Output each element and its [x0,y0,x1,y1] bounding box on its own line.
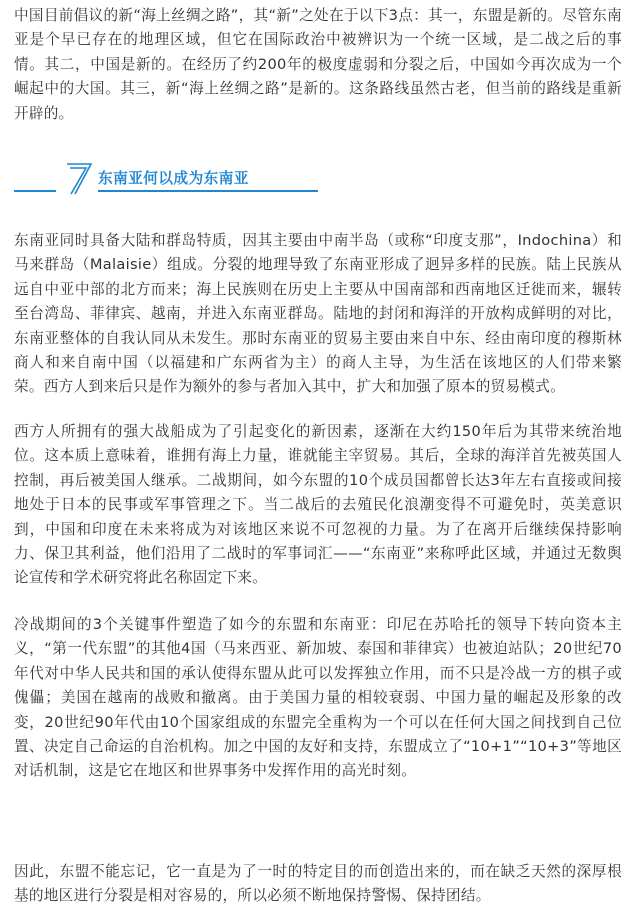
intro-paragraph: 中国目前倡议的新“海上丝绸之路”，其“新”之处在于以下3点：其一，东盟是新的。尽管东南亚是个早已存在的地理区域，但它在国际政治中被辨识为一个统一区域，是二战之后的事情。其二，中国是新的。在经历了约200年的极度虚弱和分裂之后，中国如今再次成为一个崛起中的大国。其三，新“海上丝绸之路”是新的。这条路线虽然古老，但当前的路线是重新开辟的。 [14,7,622,122]
section-title: 东南亚何以成为东南亚 [98,170,249,187]
body-paragraph-4: 因此，东盟不能忘记，它一直是为了一时的特定目的而创造出来的，而在缺乏天然的深厚根基的地区进行分裂是相对容易的，所以必须不断地保持警惕、保持团结。 [14,863,622,905]
heading-divider-right [98,190,318,192]
section-number: 1 [58,150,59,151]
section-heading [14,150,622,200]
body-paragraph-1: 东南亚同时具备大陆和群岛特质，因其主要由中南半岛（或称“印度支那”，Indochina）和马来群岛（Malaisie）组成。分裂的地理导致了东南亚形成了迥异多样的民族。陆上民族从远自中亚中部的北方而来；海上民族则在历史上主要从中国南部和西南地区迁徙而来，辗转至台湾岛、菲律宾、越南，并进入东南亚群岛。陆地的封闭和海洋的开放构成鲜明的对比，东南亚整体的自我认同从未发生。那时东南亚的贸易主要由来自中东、经由南印度的穆斯林商人和来自南中国（以福建和广东两省为主）的商人主导，为生活在该地区的人们带来繁荣。西方人到来后只是作为额外的参与者加入其中，扩大和加强了原本的贸易模式。 [14,232,622,396]
section-number-graphic [58,150,98,196]
body-paragraph-3: 冷战期间的3个关键事件塑造了如今的东盟和东南亚：印尼在苏哈托的领导下转向资本主义，“第一代东盟”的其他4国（马来西亚、新加坡、泰国和菲律宾）也被迫站队；20世纪70年代对中华人民共和国的承认使得东盟从此可以发挥独立作用，而不只是冷战一方的棋子或傀儡；美国在越南的战败和撤离。由于美国力量的相较衰弱、中国力量的崛起及形象的改变，20世纪90年代由10个国家组成的东盟完全重构为一个可以在任何大国之间找到自己位置、决定自己命运的自治机构。加之中国的友好和支持，东盟成立了“10+1”“10+3”等地区对话机制，这是它在地区和世界事务中发挥作用的高光时刻。 [14,616,622,780]
heading-divider-left [14,190,56,192]
body-paragraph-2: 西方人所拥有的强大战船成为了引起变化的新因素，逐渐在大约150年后为其带来统治地位。这本质上意味着，谁拥有海上力量，谁就能主宰贸易。其后，全球的海洋首先被英国人控制，再后被美国人继承。二战期间，如今东盟的10个成员国都曾长达3年左右直接或间接地处于日本的民事或军事管理之下。当二战后的去殖民化浪潮变得不可避免时，英美意识到，中国和印度在未来将成为对该地区来说不可忽视的力量。为了在离开后继续保持影响力、保卫其利益，他们沿用了二战时的军事词汇——“东南亚”来称呼此区域，并通过无数舆论宣传和学术研究将此名称固定下来。 [14,423,622,587]
